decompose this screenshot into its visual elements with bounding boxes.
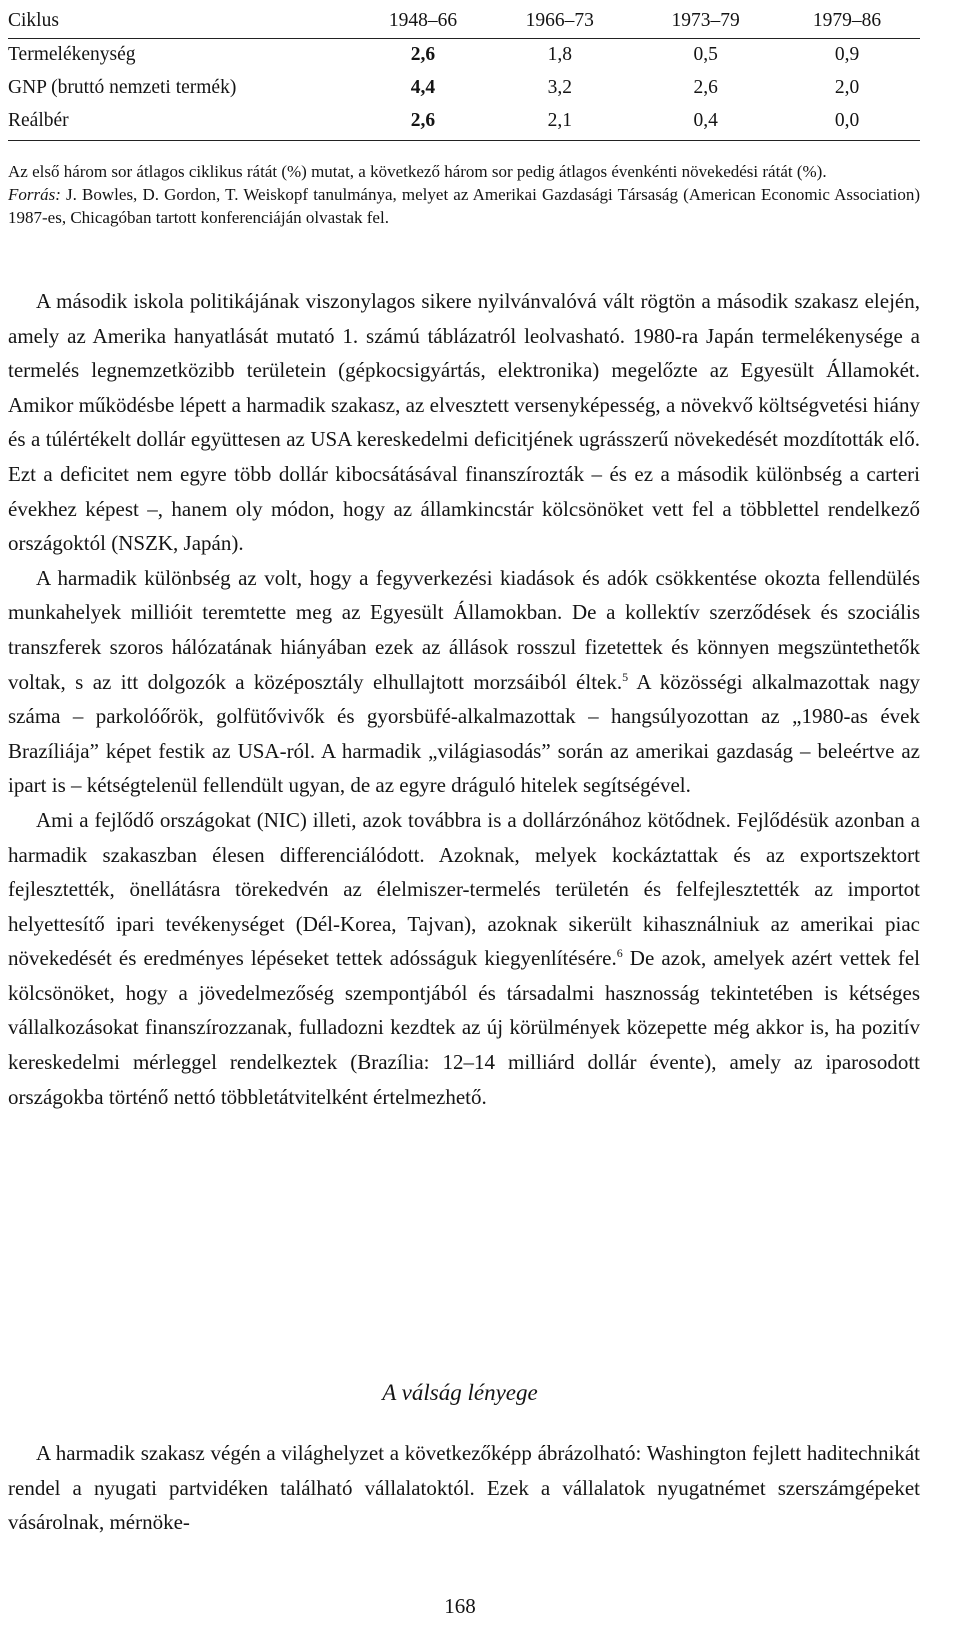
paragraph-text: A harmadik különbség az volt, hogy a fegyverkezési kiadások és adók csökkentése okozta fellendülés munkahelyek millióit teremtette meg az Egyesült Államokban. De a kollektív szerződések és szociális transzferek szoros hálózatának hiányában ezek az állások rosszul fizetettek és könnyen megszüntethetők voltak, s az itt dolgozók a középosztály elhullajtott morzsáiból éltek. <box>8 565 920 694</box>
row-label: Termelékenység <box>8 44 136 65</box>
paragraph <box>8 803 920 1114</box>
header-period-4: 1979–86 <box>774 6 920 39</box>
paragraph-text: Ami a fejlődő országokat (NIC) illeti, azok továbbra is a dollárzónához kötődnek. Fejlődésük azonban a harmadik szakaszban élesen differenciálódott. Azoknak, melyek kockáztattak és az exportszektort fejlesztették, önellátásra törekedvén az élelmiszer-termelés területén és felfejlesztették az importot helyettesítő ipari tevékenységet (Dél-Korea, Tajvan), azoknak sikerült kihasználniuk az amerikai piac növekedését és eredményes lépéseket tettek adósságuk kiegyenlítésére. <box>8 807 920 971</box>
paragraph: A második iskola politikájának viszonylagos sikere nyilvánvalóvá vált rögtön a második szakasz elején, amely az Amerika hanyatlását mutató 1. számú táblázatról leolvasható. 1980-ra Japán termelékenysége a termelés legnemzetközibb területein (gépkocsigyártás, elektronika) megelőzte az Egyesült Államokét. Amikor működésbe lépett a harmadik szakasz, az elvesztett versenyképesség, a növekvő költségvetési hiány és a túlértékelt dollár együttesen az USA kereskedelmi deficitjének ugrásszerű növekedését mozdították elő. Ezt a deficitet nem egyre több dollár kibocsátásával finanszírozták – és ez a második különbség a carteri évekhez képest –, hanem oly módon, hogy az államkincstár kölcsönöket vett fel a többlettel rendelkező országoktól (NSZK, Japán). <box>8 289 920 556</box>
paragraph-text: A közösségi alkalmazottak nagy száma – parkolóőrök, golfütővivők és gyorsbüfé-alkalmazottak – hangsúlyozottan az „1980-as évek Brazíliája” képet festik az USA-ról. A harmadik „világiasodás” során az amerikai gazdaság – beleértve az ipart is – kétségtelenül fellendült ugyan, de az egyre dráguló hitelek segítségével. <box>8 669 920 798</box>
body-text-section-2 <box>8 1436 920 1540</box>
row-label: GNP (bruttó nemzeti termék) <box>8 77 237 98</box>
section-heading: A válság lényege <box>382 1380 538 1405</box>
paragraph <box>8 561 920 803</box>
row-label: Reálbér <box>8 105 364 141</box>
table-cell: 4,4 <box>410 77 436 98</box>
header-period-2: 1966–73 <box>482 6 637 39</box>
table-cell: 0,9 <box>834 44 860 65</box>
table-cell: 0,5 <box>693 44 718 65</box>
footnote-ref[interactable]: 5 <box>622 669 629 684</box>
paragraph: A harmadik szakasz végén a világhelyzet a következőképp ábrázolható: Washington fejlett haditechnikát rendel a nyugati partvidéken található vállalatoktól. Ezek a vállalatok nyugatnémet szerszámgépeket vásárolnak, mérnöke- <box>8 1441 920 1535</box>
source-text: J. Bowles, D. Gordon, T. Weiskopf tanulmánya, melyet az Amerikai Gazdasági Társaság (American Economic Association) 1987-es, Chicagóban tartott konferenciáján olvastak fel. <box>8 185 920 227</box>
table-cell: 3,2 <box>547 77 572 98</box>
table-cell: 2,6 <box>364 105 483 141</box>
table-cell: 2,6 <box>693 77 718 98</box>
table-cell: 2,0 <box>834 77 860 98</box>
body-text <box>8 284 920 1114</box>
table-source <box>8 183 920 229</box>
footnote-ref[interactable]: 6 <box>616 946 623 961</box>
table-cell: 0,0 <box>774 105 920 141</box>
table-notes <box>8 160 920 229</box>
header-period-3: 1973–79 <box>637 6 774 39</box>
header-period-1: 1948–66 <box>364 6 483 39</box>
header-cycle: Ciklus <box>8 6 364 39</box>
page-number: 168 <box>444 1594 476 1618</box>
table-cell: 2,6 <box>410 44 436 65</box>
table-header-row <box>8 6 920 39</box>
table-cell: 1,8 <box>547 44 572 65</box>
table-row <box>8 39 920 73</box>
table-cell: 2,1 <box>482 105 637 141</box>
table-row <box>8 72 920 105</box>
table-row <box>8 105 920 141</box>
growth-rates-table <box>8 6 920 141</box>
source-label: Forrás: <box>8 185 61 204</box>
paragraph-text: De azok, amelyek azért vettek fel kölcsönöket, hogy a jövedelmezőség szempontjából és társadalmi hasznosság tekintetében is kétséges vállalkozásokat finanszírozzanak, fulladozni kezdtek az új körülmények közepette még akkor is, ha pozitív kereskedelmi mérleggel rendelkeztek (Brazília: 12–14 milliárd dollár évente), amely az iparosodott országokba történő nettó többletátvitelként értelmezhető. <box>8 946 920 1109</box>
table-cell: 0,4 <box>637 105 774 141</box>
table-note: Az első három sor átlagos ciklikus rátát (%) mutat, a következő három sor pedig átlagos évenkénti növekedési rátát (%). <box>8 162 827 181</box>
